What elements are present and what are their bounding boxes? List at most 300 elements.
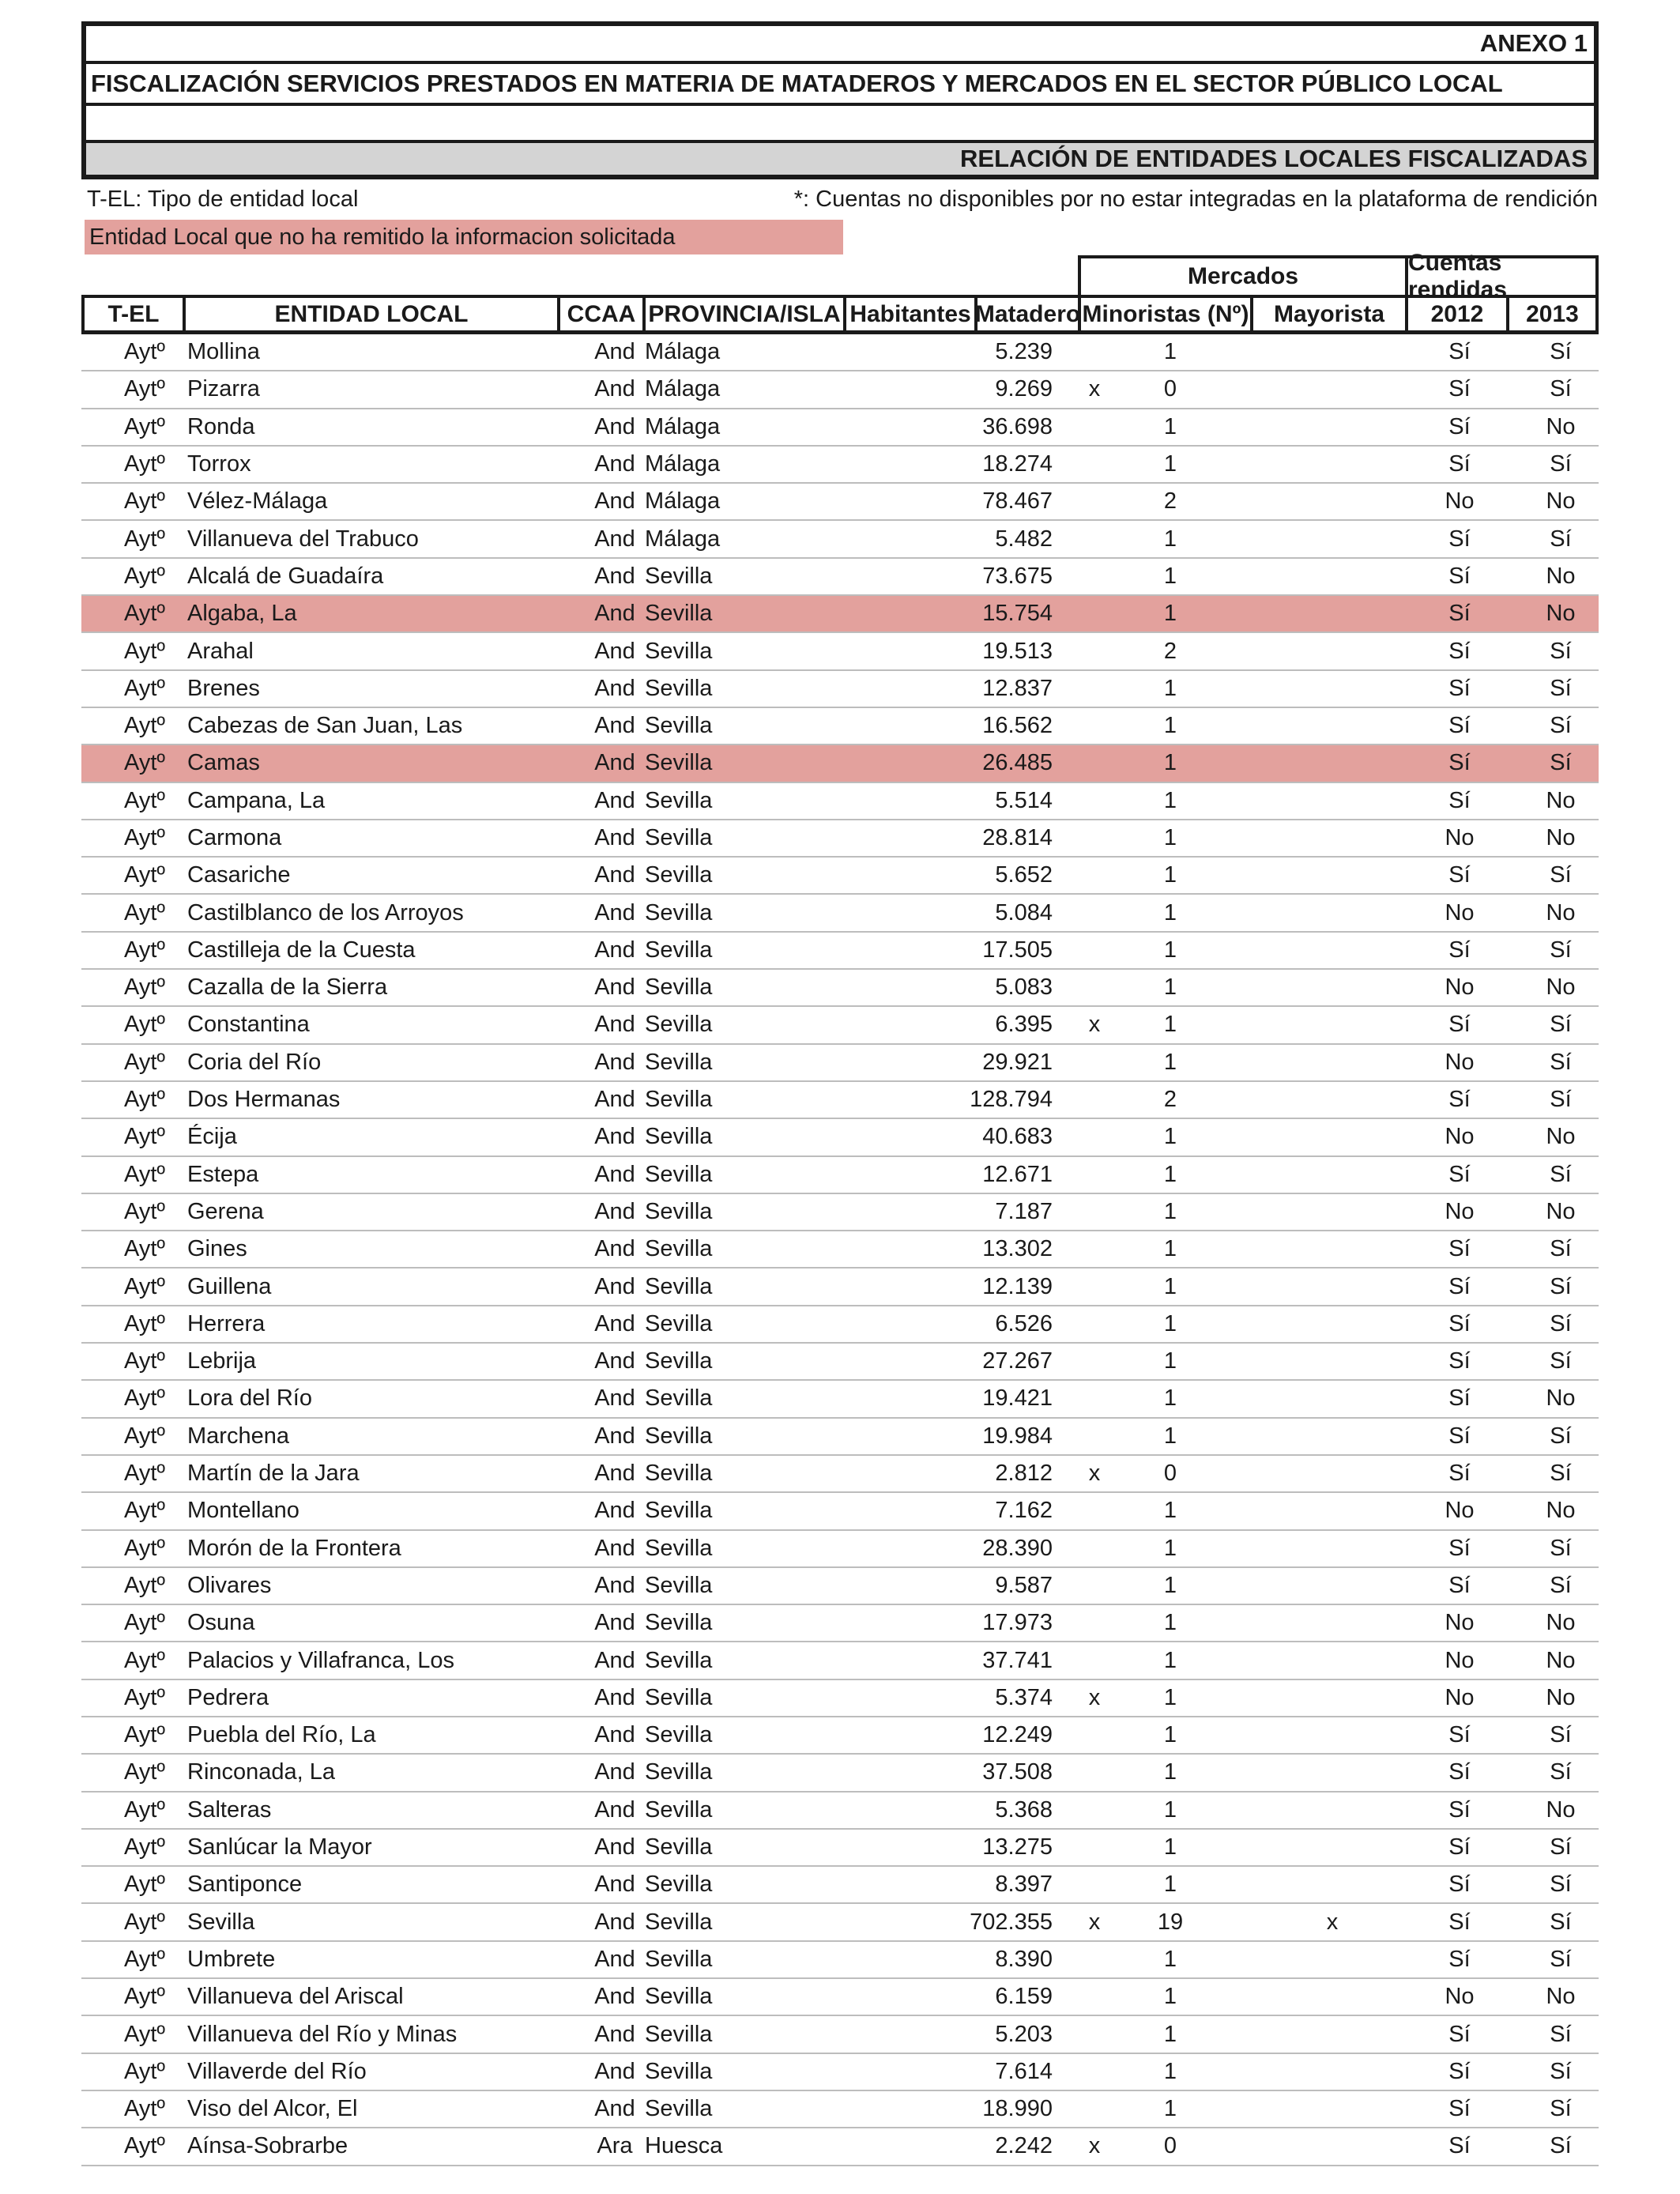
cell-mayorista: [1257, 933, 1407, 968]
cell-entidad: Rinconada, La: [187, 1759, 336, 1785]
cell-matadero: x: [1088, 1012, 1101, 1038]
col-header-tel: T-EL: [81, 298, 183, 330]
table-row: [81, 2016, 1599, 2053]
cell-habitantes: 78.467: [982, 488, 1053, 515]
cell-entidad: Ronda: [187, 413, 255, 439]
cell-matadero: x: [1088, 1684, 1101, 1710]
cell-entidad: Gerena: [187, 1198, 264, 1224]
cell-tel: Aytº: [124, 1984, 165, 2010]
cell-minoristas: 1: [1163, 825, 1177, 850]
cell-entidad: Lebrija: [187, 1348, 257, 1374]
cell-ccaa: And: [594, 1610, 635, 1636]
cell-2012: Sí: [1448, 563, 1471, 589]
cell-mayorista: [1257, 1419, 1407, 1454]
cell-provincia: Málaga: [645, 488, 721, 515]
cell-2013: No: [1546, 1124, 1576, 1150]
cell-mayorista: [1257, 2054, 1407, 2090]
cell-entidad: Villaverde del Río: [187, 2058, 367, 2084]
cell-provincia: Sevilla: [645, 1796, 713, 1823]
cell-ccaa: And: [594, 899, 635, 925]
cell-tel: Aytº: [124, 2021, 165, 2047]
cell-tel: Aytº: [124, 1012, 165, 1038]
cell-habitantes: 15.754: [982, 601, 1053, 627]
cell-2013: Sí: [1550, 1872, 1572, 1898]
cell-habitantes: 16.562: [982, 713, 1053, 739]
cell-2013: No: [1546, 1385, 1576, 1412]
cell-habitantes: 12.671: [982, 1161, 1053, 1187]
cell-entidad: Aínsa-Sobrarbe: [187, 2133, 348, 2159]
cell-tel: Aytº: [124, 713, 165, 739]
cell-tel: Aytº: [124, 1385, 165, 1412]
cell-ccaa: And: [594, 1049, 635, 1075]
cell-ccaa: And: [594, 2021, 635, 2047]
cell-2012: Sí: [1448, 1423, 1471, 1449]
cell-minoristas: 0: [1163, 1461, 1177, 1487]
cell-2012: Sí: [1448, 1535, 1471, 1561]
cell-2013: Sí: [1550, 937, 1572, 963]
cell-ccaa: And: [594, 1310, 635, 1336]
cell-provincia: Sevilla: [645, 1049, 713, 1075]
cell-mayorista: [1257, 1344, 1407, 1379]
cell-minoristas: 1: [1163, 2058, 1177, 2084]
cell-minoristas: 1: [1163, 937, 1177, 963]
cell-minoristas: 1: [1163, 1872, 1177, 1898]
cell-2013: Sí: [1550, 2021, 1572, 2047]
table-row: [81, 2091, 1599, 2128]
cell-2013: No: [1546, 1684, 1576, 1710]
cell-mayorista: [1257, 1269, 1407, 1304]
cell-mayorista: [1257, 820, 1407, 856]
table-row: [81, 783, 1599, 820]
cell-2013: Sí: [1550, 1049, 1572, 1075]
cell-2013: Sí: [1550, 1535, 1572, 1561]
cell-provincia: Sevilla: [645, 1535, 713, 1561]
cell-entidad: Coria del Río: [187, 1049, 322, 1075]
cell-habitantes: 36.698: [982, 413, 1053, 439]
cell-ccaa: And: [594, 376, 635, 402]
cell-ccaa: And: [594, 974, 635, 1001]
cell-2013: No: [1546, 563, 1576, 589]
cell-mayorista: [1257, 858, 1407, 893]
cell-mayorista: [1257, 371, 1407, 407]
cell-tel: Aytº: [124, 601, 165, 627]
cell-ccaa: Ara: [597, 2133, 633, 2159]
cell-2013: Sí: [1550, 2058, 1572, 2084]
cell-ccaa: And: [594, 1161, 635, 1187]
cell-provincia: Sevilla: [645, 1834, 713, 1860]
table-row: [81, 1717, 1599, 1755]
cell-entidad: Arahal: [187, 638, 254, 664]
table-row: [81, 933, 1599, 970]
cell-minoristas: 2: [1163, 638, 1177, 664]
cell-2013: No: [1546, 1984, 1576, 2010]
cell-tel: Aytº: [124, 1498, 165, 1524]
cell-mayorista: [1257, 2128, 1407, 2164]
cell-2012: Sí: [1448, 675, 1471, 701]
cell-2013: Sí: [1550, 1236, 1572, 1262]
cell-habitantes: 5.203: [995, 2021, 1053, 2047]
cell-2012: Sí: [1448, 937, 1471, 963]
cell-tel: Aytº: [124, 1348, 165, 1374]
cell-provincia: Sevilla: [645, 750, 713, 776]
cell-2012: No: [1445, 1647, 1475, 1673]
cell-provincia: Huesca: [645, 2133, 723, 2159]
cell-habitantes: 6.159: [995, 1984, 1053, 2010]
cell-habitantes: 7.162: [995, 1498, 1053, 1524]
cell-ccaa: And: [594, 2058, 635, 2084]
table-row: [81, 1306, 1599, 1344]
cell-minoristas: 0: [1163, 2133, 1177, 2159]
cell-tel: Aytº: [124, 787, 165, 813]
cell-entidad: Santiponce: [187, 1872, 303, 1898]
cell-entidad: Cabezas de San Juan, Las: [187, 713, 463, 739]
cell-tel: Aytº: [124, 488, 165, 515]
cell-tel: Aytº: [124, 675, 165, 701]
cell-tel: Aytº: [124, 899, 165, 925]
cell-mayorista: [1257, 970, 1407, 1005]
cell-2012: No: [1445, 1049, 1475, 1075]
cell-provincia: Sevilla: [645, 638, 713, 664]
cell-provincia: Sevilla: [645, 787, 713, 813]
table-row: [81, 1904, 1599, 1941]
cell-habitantes: 2.242: [995, 2133, 1053, 2159]
cell-habitantes: 19.984: [982, 1423, 1053, 1449]
cell-entidad: Viso del Alcor, El: [187, 2096, 358, 2122]
cell-tel: Aytº: [124, 2096, 165, 2122]
cell-provincia: Málaga: [645, 376, 721, 402]
cell-minoristas: 1: [1163, 1984, 1177, 2010]
cell-tel: Aytº: [124, 1461, 165, 1487]
cell-2012: Sí: [1448, 413, 1471, 439]
cell-2013: Sí: [1550, 1909, 1572, 1935]
cell-2013: Sí: [1550, 1310, 1572, 1336]
cell-minoristas: 1: [1163, 563, 1177, 589]
cell-ccaa: And: [594, 1012, 635, 1038]
col-header-mayorista: Mayorista: [1250, 298, 1405, 330]
col-header-habitantes: Habitantes: [843, 298, 974, 330]
cell-entidad: Castilleja de la Cuesta: [187, 937, 416, 963]
cell-minoristas: 0: [1163, 376, 1177, 402]
cell-provincia: Málaga: [645, 451, 721, 477]
cell-habitantes: 702.355: [970, 1909, 1053, 1935]
cell-entidad: Castilblanco de los Arroyos: [187, 899, 464, 925]
cell-habitantes: 17.973: [982, 1610, 1053, 1636]
cell-habitantes: 13.275: [982, 1834, 1053, 1860]
cell-mayorista: [1257, 334, 1407, 370]
cell-2012: No: [1445, 825, 1475, 850]
cell-2013: Sí: [1550, 1461, 1572, 1487]
cell-minoristas: 1: [1163, 1610, 1177, 1636]
cell-habitantes: 9.269: [995, 376, 1053, 402]
cell-tel: Aytº: [124, 1722, 165, 1748]
cell-habitantes: 29.921: [982, 1049, 1053, 1075]
cell-2012: Sí: [1448, 1012, 1471, 1038]
cell-2012: Sí: [1448, 787, 1471, 813]
cell-2013: No: [1546, 974, 1576, 1001]
cell-2012: Sí: [1448, 1348, 1471, 1374]
cell-ccaa: And: [594, 1087, 635, 1113]
cell-ccaa: And: [594, 937, 635, 963]
cell-2013: Sí: [1550, 1012, 1572, 1038]
table-row: [81, 1194, 1599, 1231]
cell-habitantes: 8.390: [995, 1946, 1053, 1972]
cell-mayorista: [1257, 633, 1407, 669]
cell-habitantes: 19.513: [982, 638, 1053, 664]
cell-habitantes: 19.421: [982, 1385, 1053, 1412]
cell-2012: Sí: [1448, 2096, 1471, 2122]
cell-mayorista: [1257, 1456, 1407, 1491]
cell-entidad: Carmona: [187, 825, 282, 850]
cell-tel: Aytº: [124, 1684, 165, 1710]
cell-ccaa: And: [594, 563, 635, 589]
cell-2012: Sí: [1448, 750, 1471, 776]
cell-tel: Aytº: [124, 1273, 165, 1299]
cell-provincia: Sevilla: [645, 1722, 713, 1748]
cell-2012: Sí: [1448, 1946, 1471, 1972]
cell-habitantes: 6.526: [995, 1310, 1053, 1336]
cell-2012: Sí: [1448, 1087, 1471, 1113]
table-row: [81, 1942, 1599, 1979]
cell-provincia: Sevilla: [645, 1647, 713, 1673]
cell-2013: Sí: [1550, 526, 1572, 552]
cell-2012: Sí: [1448, 526, 1471, 552]
cell-tel: Aytº: [124, 1946, 165, 1972]
cell-tel: Aytº: [124, 862, 165, 888]
col-header-ccaa: CCAA: [557, 298, 642, 330]
cell-mayorista: [1257, 1979, 1407, 2015]
cell-2013: Sí: [1550, 675, 1572, 701]
cell-ccaa: And: [594, 526, 635, 552]
cell-2013: Sí: [1550, 1834, 1572, 1860]
cell-provincia: Sevilla: [645, 1872, 713, 1898]
cell-tel: Aytº: [124, 1049, 165, 1075]
cell-2012: No: [1445, 1498, 1475, 1524]
cell-provincia: Sevilla: [645, 1236, 713, 1262]
cell-entidad: Martín de la Jara: [187, 1461, 360, 1487]
table-row: [81, 2054, 1599, 2091]
cell-habitantes: 13.302: [982, 1236, 1053, 1262]
cell-2012: No: [1445, 974, 1475, 1001]
blank-row: [86, 106, 1594, 143]
cell-provincia: Sevilla: [645, 1273, 713, 1299]
table-row: [81, 1045, 1599, 1082]
cell-tel: Aytº: [124, 1647, 165, 1673]
cell-tel: Aytº: [124, 1087, 165, 1113]
cell-2012: Sí: [1448, 339, 1471, 365]
cell-entidad: Palacios y Villafranca, Los: [187, 1647, 454, 1673]
cell-2012: Sí: [1448, 2133, 1471, 2159]
cell-minoristas: 1: [1163, 1722, 1177, 1748]
cell-provincia: Sevilla: [645, 1684, 713, 1710]
cell-mayorista: [1257, 671, 1407, 707]
table-row: [81, 596, 1599, 633]
cell-tel: Aytº: [124, 1572, 165, 1598]
cell-mayorista: [1257, 745, 1407, 781]
cell-2013: No: [1546, 601, 1576, 627]
cell-ccaa: And: [594, 1385, 635, 1412]
cell-2013: No: [1546, 1647, 1576, 1673]
table-row: [81, 1269, 1599, 1306]
cell-ccaa: And: [594, 1423, 635, 1449]
cell-provincia: Málaga: [645, 413, 721, 439]
cell-2013: No: [1546, 1198, 1576, 1224]
cell-mayorista: [1257, 895, 1407, 930]
cell-mayorista: [1257, 1531, 1407, 1566]
cell-habitantes: 73.675: [982, 563, 1053, 589]
cell-tel: Aytº: [124, 1834, 165, 1860]
table-row: [81, 1456, 1599, 1493]
cell-2013: No: [1546, 787, 1576, 813]
cell-minoristas: 1: [1163, 713, 1177, 739]
cell-mayorista: [1257, 447, 1407, 482]
col-header-entidad: ENTIDAD LOCAL: [183, 298, 557, 330]
cell-provincia: Sevilla: [645, 1385, 713, 1412]
cell-provincia: Sevilla: [645, 1461, 713, 1487]
cell-tel: Aytº: [124, 937, 165, 963]
cell-entidad: Olivares: [187, 1572, 272, 1598]
cell-minoristas: 1: [1163, 787, 1177, 813]
table-row: [81, 745, 1599, 782]
table-header: [81, 295, 1599, 334]
cell-2012: Sí: [1448, 1572, 1471, 1598]
cell-provincia: Málaga: [645, 526, 721, 552]
cell-2012: Sí: [1448, 1385, 1471, 1412]
cell-2013: Sí: [1550, 1423, 1572, 1449]
cell-mayorista: [1257, 596, 1407, 631]
cell-minoristas: 1: [1163, 339, 1177, 365]
cell-ccaa: And: [594, 750, 635, 776]
cell-2012: Sí: [1448, 1909, 1471, 1935]
cell-2013: Sí: [1550, 1946, 1572, 1972]
table-row: [81, 1867, 1599, 1904]
cell-minoristas: 1: [1163, 1236, 1177, 1262]
cell-habitantes: 7.614: [995, 2058, 1053, 2084]
cell-2013: Sí: [1550, 2096, 1572, 2122]
cell-matadero: x: [1088, 376, 1101, 402]
cell-ccaa: And: [594, 1684, 635, 1710]
cell-habitantes: 5.652: [995, 862, 1053, 888]
table-row: [81, 447, 1599, 484]
cell-ccaa: And: [594, 638, 635, 664]
cell-2012: Sí: [1448, 862, 1471, 888]
cell-mayorista: [1257, 1717, 1407, 1753]
cell-mayorista: [1257, 1830, 1407, 1865]
cell-tel: Aytº: [124, 1236, 165, 1262]
cell-ccaa: And: [594, 1198, 635, 1224]
cell-provincia: Sevilla: [645, 713, 713, 739]
cell-entidad: Sevilla: [187, 1909, 255, 1935]
cell-tel: Aytº: [124, 974, 165, 1001]
cell-habitantes: 27.267: [982, 1348, 1053, 1374]
cell-tel: Aytº: [124, 2058, 165, 2084]
annex-label: ANEXO 1: [86, 26, 1594, 64]
cell-entidad: Sanlúcar la Mayor: [187, 1834, 372, 1860]
cell-ccaa: And: [594, 713, 635, 739]
table-row: [81, 1344, 1599, 1381]
cell-tel: Aytº: [124, 1610, 165, 1636]
cell-matadero: x: [1088, 1909, 1101, 1935]
cell-tel: Aytº: [124, 1198, 165, 1224]
cell-ccaa: And: [594, 1124, 635, 1150]
cell-habitantes: 7.187: [995, 1198, 1053, 1224]
table-row: [81, 1531, 1599, 1568]
cell-ccaa: And: [594, 1796, 635, 1823]
cell-ccaa: And: [594, 675, 635, 701]
cell-provincia: Sevilla: [645, 1161, 713, 1187]
cell-habitantes: 8.397: [995, 1872, 1053, 1898]
table-row: [81, 820, 1599, 858]
table-row: [81, 484, 1599, 521]
cell-minoristas: 1: [1163, 413, 1177, 439]
cell-2013: Sí: [1550, 1348, 1572, 1374]
cell-2012: No: [1445, 899, 1475, 925]
cell-minoristas: 19: [1157, 1909, 1184, 1935]
cell-minoristas: 2: [1163, 488, 1177, 515]
cell-entidad: Dos Hermanas: [187, 1087, 341, 1113]
cell-minoristas: 1: [1163, 451, 1177, 477]
cell-2012: Sí: [1448, 1834, 1471, 1860]
cell-mayorista: [1257, 559, 1407, 594]
cell-provincia: Málaga: [645, 339, 721, 365]
cell-entidad: Villanueva del Río y Minas: [187, 2021, 458, 2047]
cell-provincia: Sevilla: [645, 1348, 713, 1374]
cell-2013: Sí: [1550, 2133, 1572, 2159]
cell-2013: Sí: [1550, 1087, 1572, 1113]
table-row: [81, 970, 1599, 1007]
cell-entidad: Marchena: [187, 1423, 289, 1449]
cell-provincia: Sevilla: [645, 1087, 713, 1113]
cell-tel: Aytº: [124, 1535, 165, 1561]
cell-ccaa: And: [594, 1872, 635, 1898]
cell-minoristas: 1: [1163, 675, 1177, 701]
cell-habitantes: 5.482: [995, 526, 1053, 552]
cell-2012: Sí: [1448, 1796, 1471, 1823]
cell-mayorista: [1257, 1493, 1407, 1529]
cell-entidad: Algaba, La: [187, 601, 297, 627]
cell-2012: Sí: [1448, 1161, 1471, 1187]
cell-mayorista: x: [1326, 1909, 1339, 1935]
table-row: [81, 1119, 1599, 1156]
cell-mayorista: [1257, 1119, 1407, 1155]
cell-minoristas: 1: [1163, 1273, 1177, 1299]
cell-habitantes: 2.812: [995, 1461, 1053, 1487]
cell-ccaa: And: [594, 787, 635, 813]
cell-provincia: Sevilla: [645, 1572, 713, 1598]
cell-ccaa: And: [594, 825, 635, 850]
cell-minoristas: 1: [1163, 526, 1177, 552]
cell-provincia: Sevilla: [645, 1946, 713, 1972]
table-row: [81, 409, 1599, 447]
accounts-note: *: Cuentas no disponibles por no estar integradas en la plataforma de rendición: [793, 187, 1598, 212]
cell-2012: No: [1445, 1198, 1475, 1224]
cell-tel: Aytº: [124, 526, 165, 552]
cell-provincia: Sevilla: [645, 825, 713, 850]
cell-tel: Aytº: [124, 750, 165, 776]
cell-ccaa: And: [594, 601, 635, 627]
cell-habitantes: 9.587: [995, 1572, 1053, 1598]
cell-tel: Aytº: [124, 339, 165, 365]
cell-provincia: Sevilla: [645, 974, 713, 1001]
table-row: [81, 559, 1599, 596]
cell-minoristas: 1: [1163, 1348, 1177, 1374]
cell-ccaa: And: [594, 2096, 635, 2122]
cell-mayorista: [1257, 1642, 1407, 1678]
cell-2013: Sí: [1550, 638, 1572, 664]
cell-mayorista: [1257, 1381, 1407, 1416]
col-header-matadero: Matadero: [974, 298, 1078, 330]
cell-2013: No: [1546, 1610, 1576, 1636]
cell-ccaa: And: [594, 1909, 635, 1935]
